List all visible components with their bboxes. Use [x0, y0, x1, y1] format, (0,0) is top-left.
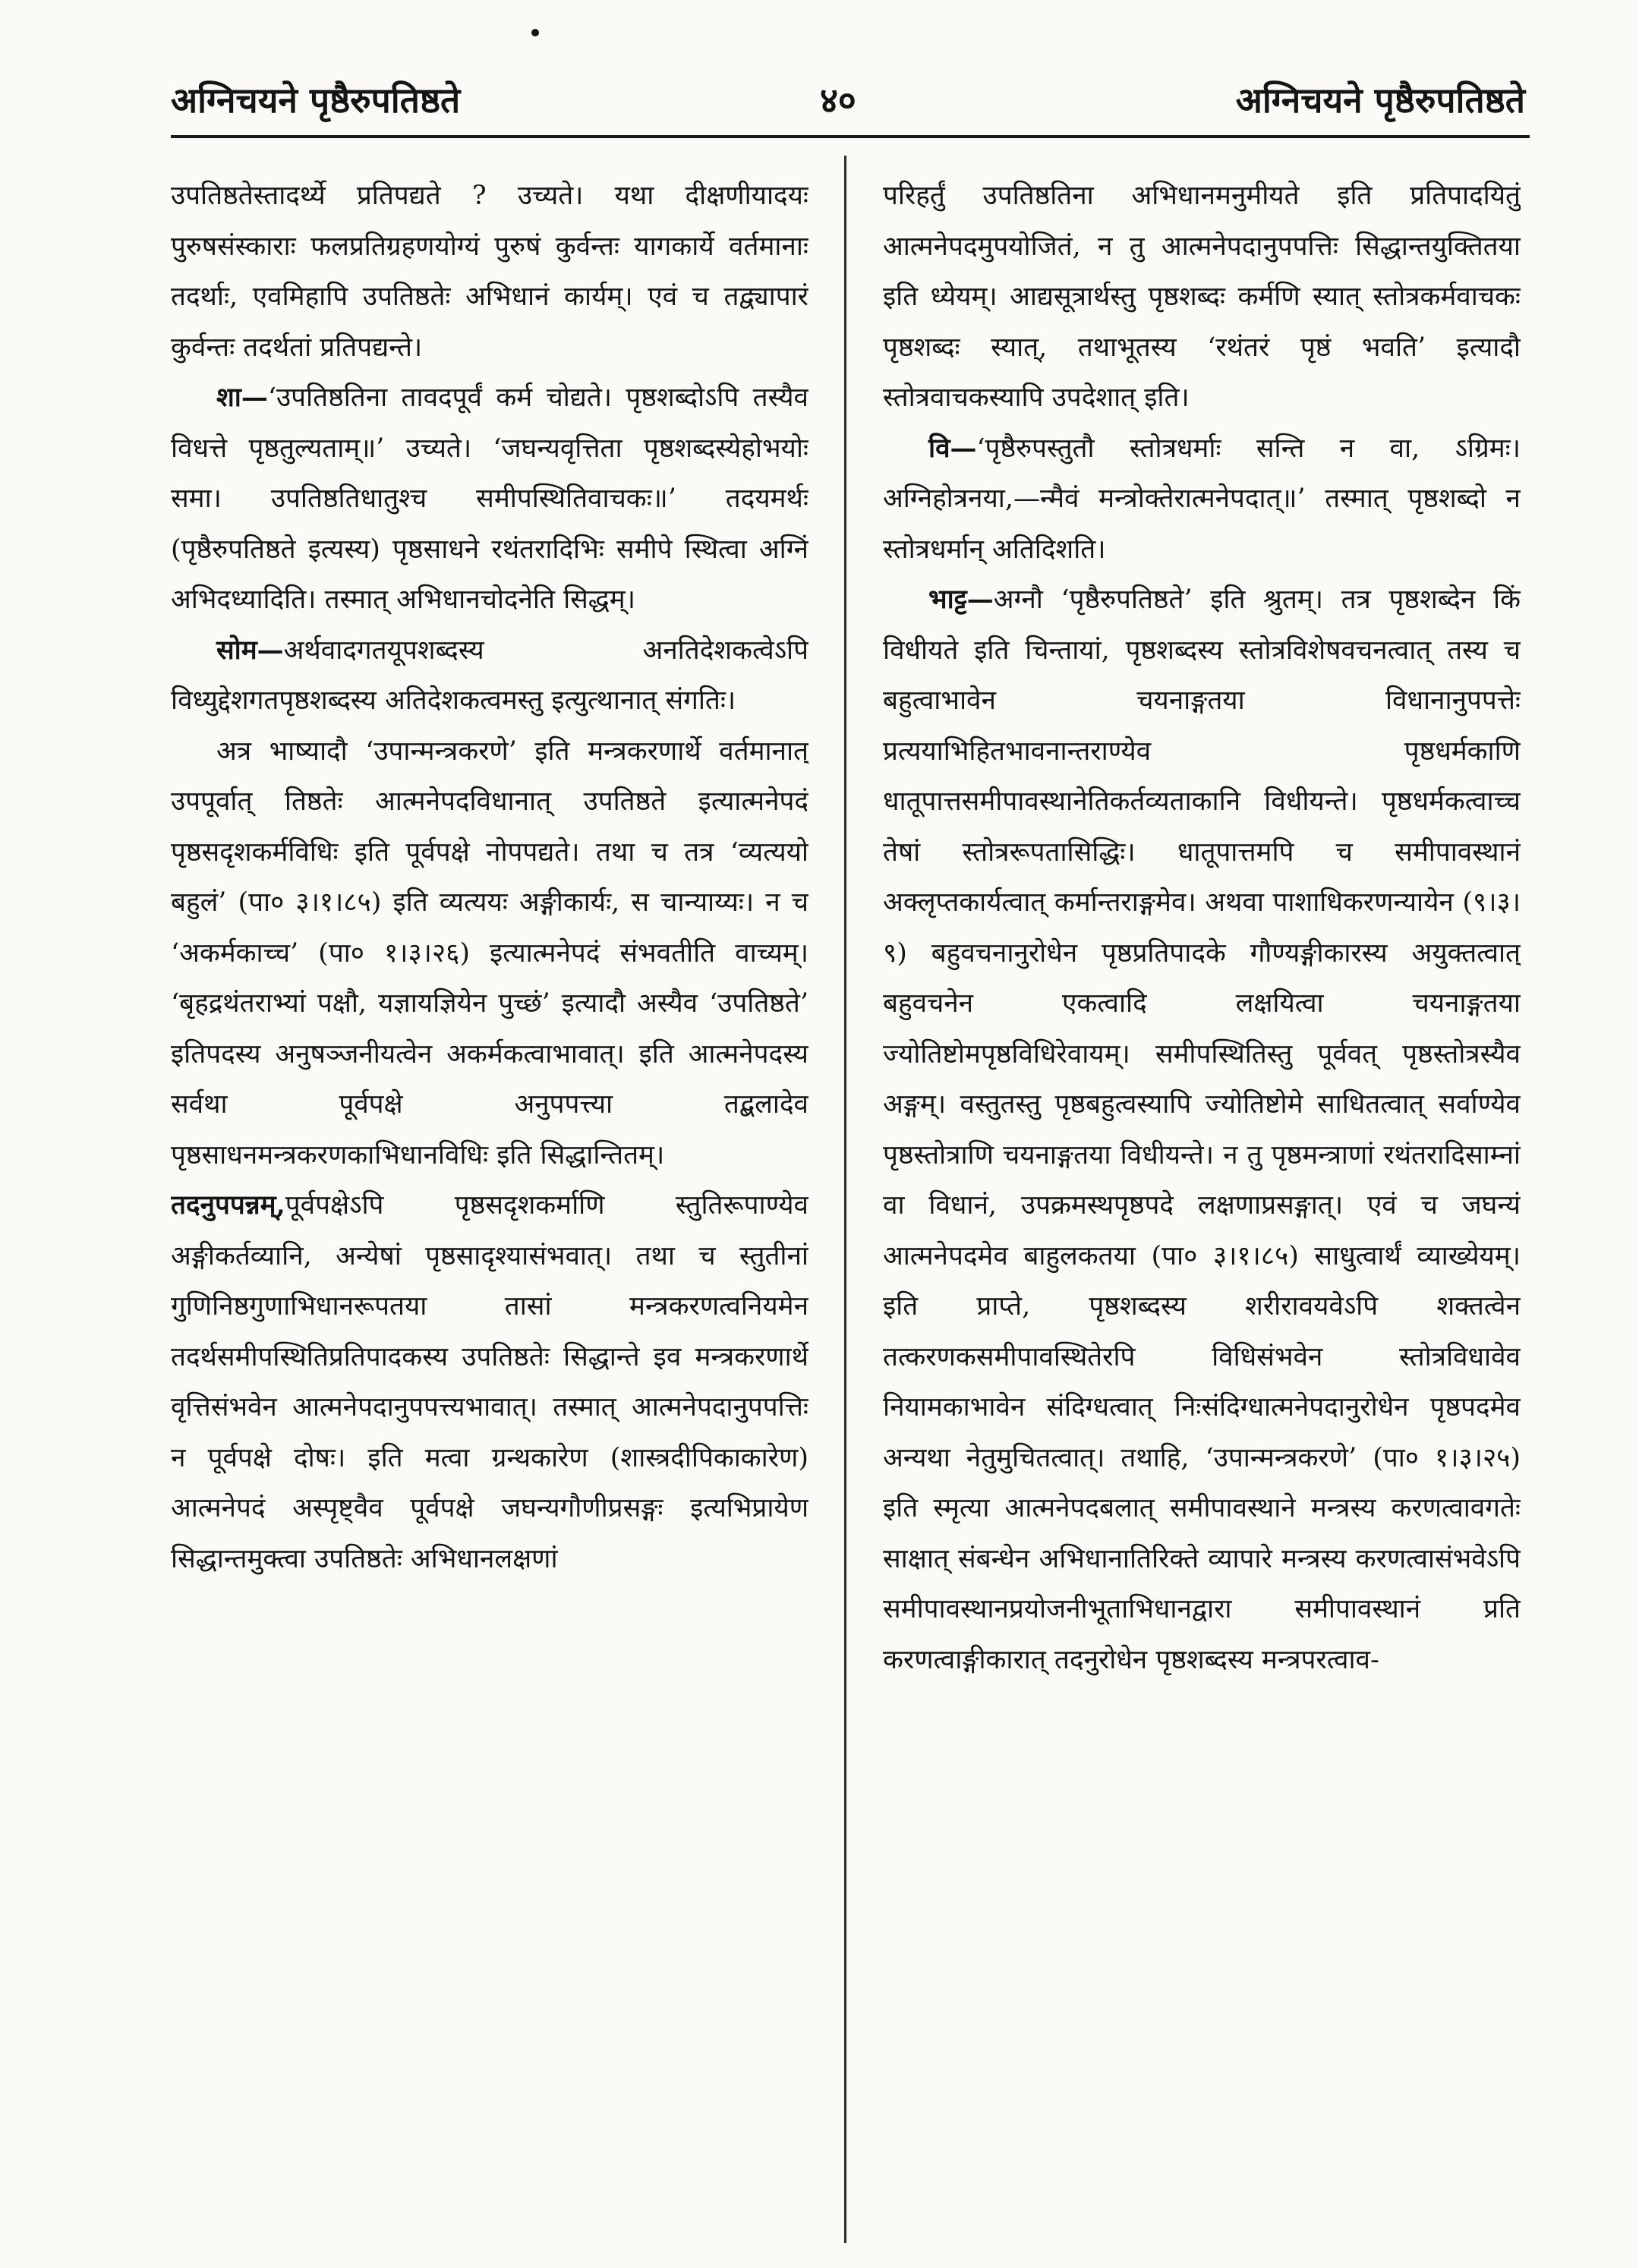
left-column — [171, 171, 808, 2220]
paragraph: अत्र भाष्यादौ ‘उपान्मन्त्रकरणे’ इति मन्त्रकरणार्थे वर्तमानात् उपपूर्वात् तिष्ठतेः आत्मनेपदविधानात् उपतिष्ठते इत्यात्मनेपदं पृष्ठसदृशकर्मविधिः इति पूर्वपक्षे नोपपद्यते। तथा च तत्र ‘व्यत्ययो बहुलं’ (पा० ३।१।८५) इति व्यत्ययः अङ्गीकार्यः, स चान्याय्यः। न च ‘अकर्मकाच्च’ (पा० १।३।२६) इत्यात्मनेपदं संभवतीति वाच्यम्। ‘बृहद्रथंतराभ्यां पक्षौ, यज्ञायज्ञियेन पुच्छं’ इत्यादौ अस्यैव ‘उपतिष्ठते’ इतिपदस्य अनुषञ्जनीयत्वेन अकर्मकत्वाभावात्। इति आत्मनेपदस्य सर्वथा पूर्वपक्षे अनुपपत्त्या तद्बलादेव पृष्ठसाधनमन्त्रकरणकाभिधानविधिः इति सिद्धान्तितम्। — [171, 736, 808, 1170]
running-header-left: अग्निचयने पृष्ठैरुपतिष्ठते — [171, 80, 461, 121]
paragraph: उपतिष्ठतेस्तादर्थ्ये प्रतिपद्यते ? उच्यते। यथा दीक्षणीयादयः पुरुषसंस्काराः फलप्रतिग्रहणयोग्यं पुरुषं कुर्वन्तः यागकार्ये वर्तमानाः तदर्थाः, एवमिहापि उपतिष्ठतेः अभिधानं कार्यम्। एवं च तद्व्यापारं कुर्वन्तः तदर्थतां प्रतिपद्यन्ते। — [171, 181, 808, 363]
paragraph: वि—‘पृष्ठैरुपस्तुतौ स्तोत्रधर्माः सन्ति न वा, ऽग्रिमः। अग्निहोत्रनया,—न्मैवं मन्त्रोक्तेरात्मनेपदात्॥’ तस्मात् पृष्ठशब्दो न स्तोत्रधर्मान् अतिदिशति। — [883, 432, 1521, 565]
running-header-right: अग्निचयने पृष्ठैरुपतिष्ठते — [1235, 80, 1525, 121]
column-divider — [844, 156, 846, 2243]
paragraph: तदनुपपन्नम्,पूर्वपक्षेऽपि पृष्ठसदृशकर्माणि स्तुतिरूपाण्येव अङ्गीकर्तव्यानि, अन्येषां पृष्ठसादृश्यासंभवात्। तथा च स्तुतीनां गुणिनिष्ठगुणाभिधानरूपतया तासां मन्त्रकरणत्वनियमेन तदर्थसमीपस्थितिप्रतिपादकस्य उपतिष्ठतेः सिद्धान्ते इव मन्त्रकरणार्थे वृत्तिसंभवेन आत्मनेपदानुपपत्त्यभावात्। तस्मात् आत्मनेपदानुपपत्तिः न पूर्वपक्षे दोषः। इति मत्वा ग्रन्थकारेण (शास्त्रदीपिकाकारेण) आत्मनेपदं अस्पृष्ट्वैव पूर्वपक्षे जघन्यगौणीप्रसङ्गः इत्यभिप्रायेण सिद्धान्तमुक्त्वा उपतिष्ठतेः अभिधानलक्षणां — [171, 1189, 808, 1574]
speaker-label: शा— — [216, 382, 268, 413]
paragraph: भाट्ट—अग्नौ ‘पृष्ठैरुपतिष्ठते’ इति श्रुतम्। तत्र पृष्ठशब्देन किं विधीयते इति चिन्तायां, पृष्ठशब्दस्य स्तोत्रविशेषवचनत्वात् तस्य च बहुत्वाभावेन चयनाङ्गतया विधानानुपपत्तेः प्रत्ययाभिहितभावनान्तराण्येव पृष्ठधर्मकाणि धातूपात्तसमीपावस्थानेतिकर्तव्यताकानि विधीयन्ते। पृष्ठधर्मकत्वाच्च तेषां स्तोत्ररूपतासिद्धिः। धातूपात्तमपि च समीपावस्थानं अक्लृप्तकार्यत्वात् कर्मान्तराङ्गमेव। अथवा पाशाधिकरणन्यायेन (९।३।९) बहुवचनानुरोधेन पृष्ठप्रतिपादके गौण्यङ्गीकारस्य अयुक्तत्वात् बहुवचनेन एकत्वादि लक्षयित्वा चयनाङ्गतया ज्योतिष्टोमपृष्ठविधिरेवायम्। समीपस्थितिस्तु पूर्ववत् पृष्ठस्तोत्रस्यैव अङ्गम्। वस्तुतस्तु पृष्ठबहुत्वस्यापि ज्योतिष्टोमे साधितत्वात् सर्वाण्येव पृष्ठस्तोत्राणि चयनाङ्गतया विधीयन्ते। न तु पृष्ठमन्त्राणां रथंतरादिसाम्नां वा विधानं, उपक्रमस्थपृष्ठपदे लक्षणाप्रसङ्गात्। एवं च जघन्यं आत्मनेपदमेव बाहुलकतया (पा० ३।१।८५) साधुत्वार्थं व्याख्येयम्। इति प्राप्ते, पृष्ठशब्दस्य शरीरावयवेऽपि शक्तत्वेन तत्करणकसमीपावस्थितेरपि विधिसंभवेन स्तोत्रविधावेव नियामकाभावेन संदिग्धत्वात् निःसंदिग्धात्मनेपदानुरोधेन पृष्ठपदमेव अन्यथा नेतुमुचितत्वात्। तथाहि, ‘उपान्मन्त्रकरणे’ (पा० १।३।२५) इति स्मृत्या आत्मनेपदबलात् समीपावस्थाने मन्त्रस्य करणत्वावगतेः साक्षात् संबन्धेन अभिधानातिरिक्ते व्यापारे मन्त्रस्य करणत्वासंभवेऽपि समीपावस्थानप्रयोजनीभूताभिधानद्वारा समीपावस्थानं प्रति करणत्वाङ्गीकारात् तदनुरोधेन पृष्ठशब्दस्य मन्त्रपरत्वाव- — [883, 584, 1521, 1675]
right-column — [883, 171, 1521, 2220]
paragraph: शा—‘उपतिष्ठतिना तावदपूर्वं कर्म चोद्यते। पृष्ठशब्दोऽपि तस्यैव विधत्ते पृष्ठतुल्यताम्॥’ उच्यते। ‘जघन्यवृत्तिता पृष्ठशब्दस्येहोभयोः समा। उपतिष्ठतिधातुश्च समीपस्थितिवाचकः॥’ तदयमर्थः (पृष्ठैरुपतिष्ठते इत्यस्य) पृष्ठसाधने रथंतरादिभिः समीपे स्थित्वा अग्निं अभिदध्यादिति। तस्मात् अभिधानचोदनेति सिद्धम्। — [171, 382, 808, 615]
speaker-label: सोम— — [216, 634, 284, 666]
ink-dot — [531, 29, 539, 36]
header-rule — [171, 135, 1530, 138]
speaker-label: तदनुपपन्नम्, — [171, 1189, 285, 1221]
paragraph: सोम—अर्थवादगतयूपशब्दस्य अनतिदेशकत्वेऽपि विध्युद्देशगतपृष्ठशब्दस्य अतिदेशकत्वमस्तु इत्युत्थानात् संगतिः। — [171, 634, 808, 716]
page-number: ४० — [820, 80, 856, 121]
speaker-label: भाट्ट— — [928, 584, 994, 615]
paragraph: परिहर्तुं उपतिष्ठतिना अभिधानमनुमीयते इति प्रतिपादयितुं आत्मनेपदमुपयोजितं, न तु आत्मनेपदानुपपत्तिः सिद्धान्तयुक्तितया इति ध्येयम्। आद्यसूत्रार्थस्तु पृष्ठशब्दः कर्मणि स्यात् स्तोत्रकर्मवाचकः पृष्ठशब्दः स्यात्, तथाभूतस्य ‘रथंतरं पृष्ठं भवति’ इत्यादौ स्तोत्रवाचकस्यापि उपदेशात् इति। — [883, 181, 1521, 413]
speaker-label: वि— — [928, 432, 977, 464]
